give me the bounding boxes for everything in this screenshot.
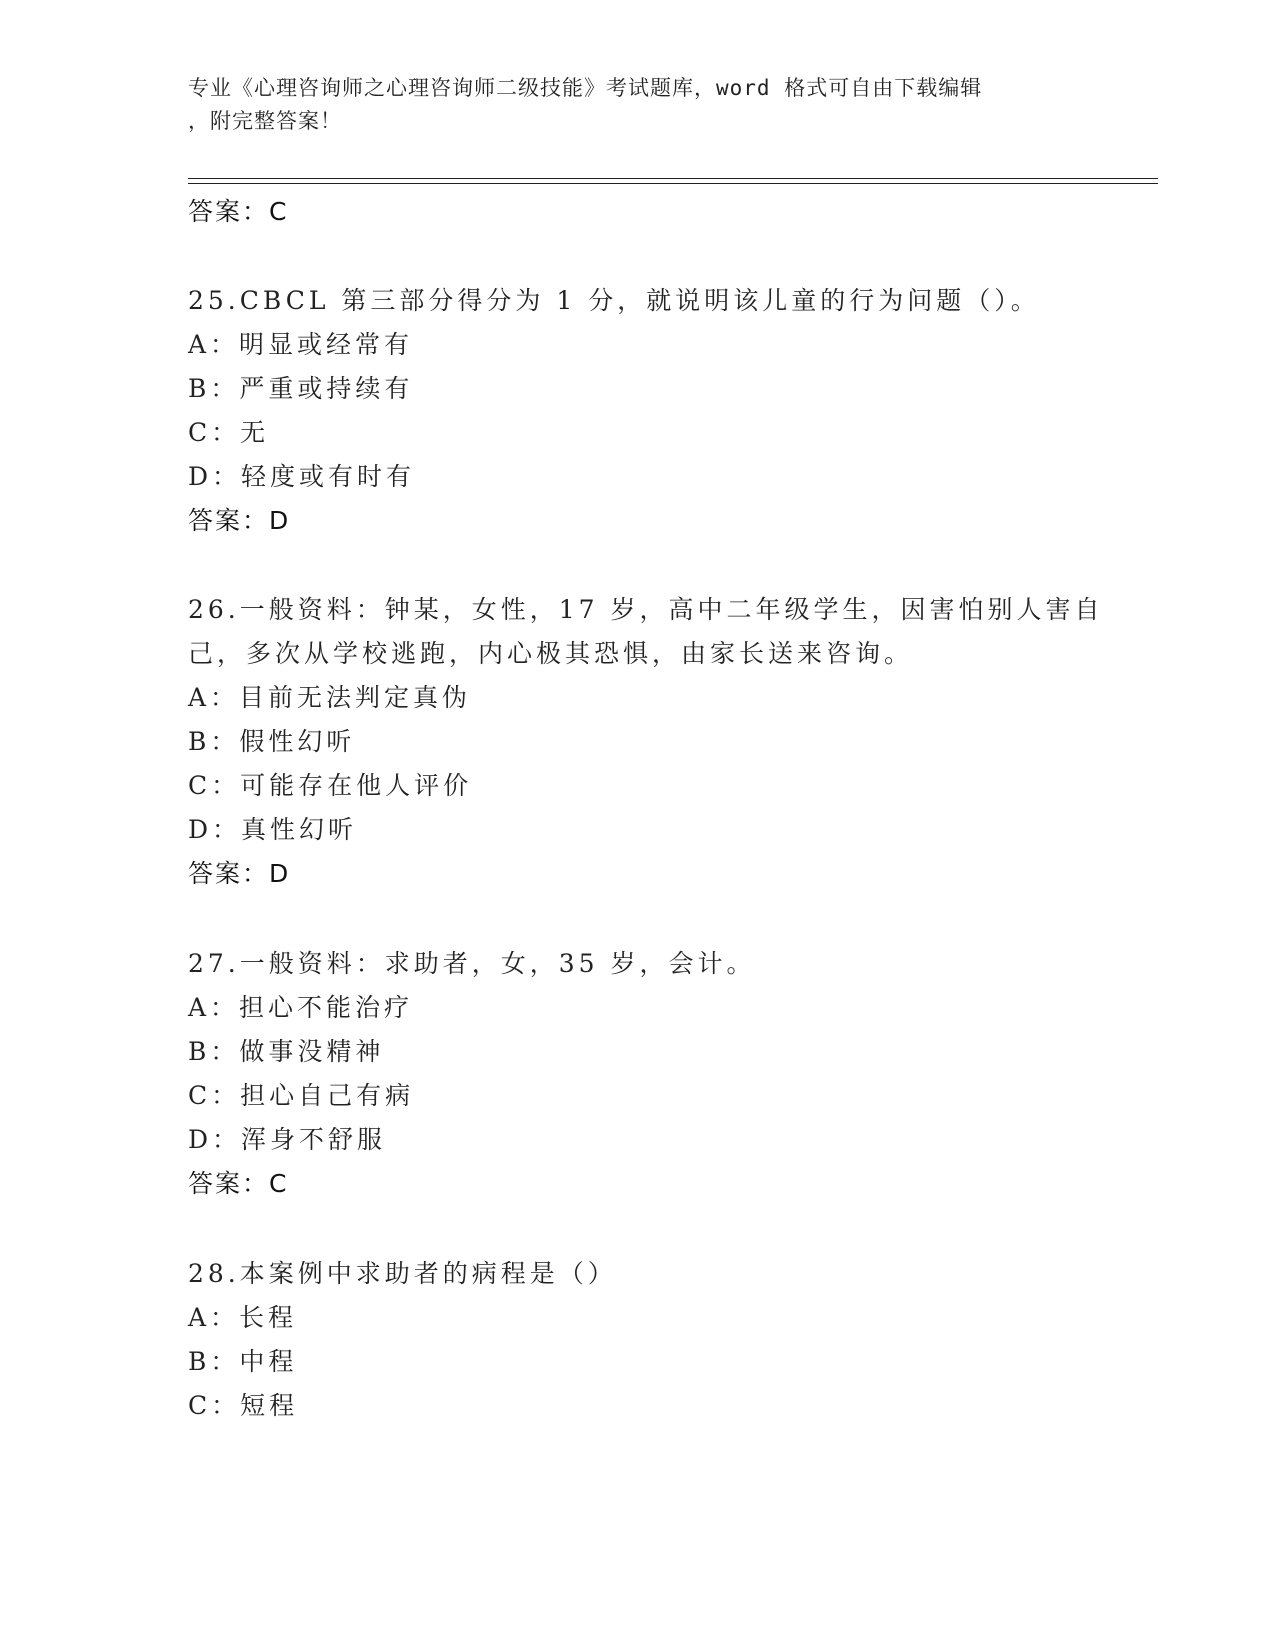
document-header	[188, 72, 1088, 138]
question-26-option-d: D：真性幻听	[188, 815, 358, 844]
question-26-stem-line-2: 己，多次从学校逃跑，内心极其恐惧，由家长送来咨询。	[188, 639, 914, 668]
question-25-option-a: A：明显或经常有	[188, 330, 414, 359]
question-28-option-a: A：长程	[188, 1303, 298, 1332]
question-27-stem: 27.一般资料：求助者，女，35 岁，会计。	[188, 949, 756, 978]
question-25-stem: 25.CBCL 第三部分得分为 1 分，就说明该儿童的行为问题（）。	[188, 286, 1040, 315]
question-27-answer: 答案：C	[188, 1169, 289, 1198]
question-26-option-a: A：目前无法判定真伪	[188, 683, 472, 712]
question-27-option-c: C：担心自己有病	[188, 1081, 415, 1110]
question-26-option-c: C：可能存在他人评价	[188, 771, 473, 800]
question-25-option-b: B：严重或持续有	[188, 374, 414, 403]
question-26-option-b: B：假性幻听	[188, 727, 356, 756]
question-27-option-a: A：担心不能治疗	[188, 993, 414, 1022]
question-27-option-d: D：浑身不舒服	[188, 1125, 387, 1154]
question-25-answer: 答案：D	[188, 506, 291, 535]
header-line-1: 专业《心理咨询师之心理咨询师二级技能》考试题库，word 格式可自由下载编辑	[188, 76, 983, 100]
question-28-option-b: B：中程	[188, 1347, 298, 1376]
question-27-option-b: B：做事没精神	[188, 1037, 385, 1066]
question-28-stem: 28.本案例中求助者的病程是（）	[188, 1259, 617, 1288]
question-26-stem-line-1: 26.一般资料：钟某，女性，17 岁，高中二年级学生，因害怕别人害自	[188, 595, 1104, 624]
header-divider-top	[188, 178, 1158, 179]
answer-prev: 答案：C	[188, 197, 289, 226]
question-25-option-c: C：无	[188, 418, 270, 447]
header-line-2: ，附完整答案！	[188, 109, 342, 133]
question-25-option-d: D：轻度或有时有	[188, 462, 416, 491]
question-28-option-c: C：短程	[188, 1391, 299, 1420]
question-26-answer: 答案：D	[188, 859, 291, 888]
header-divider-bottom	[188, 183, 1158, 184]
